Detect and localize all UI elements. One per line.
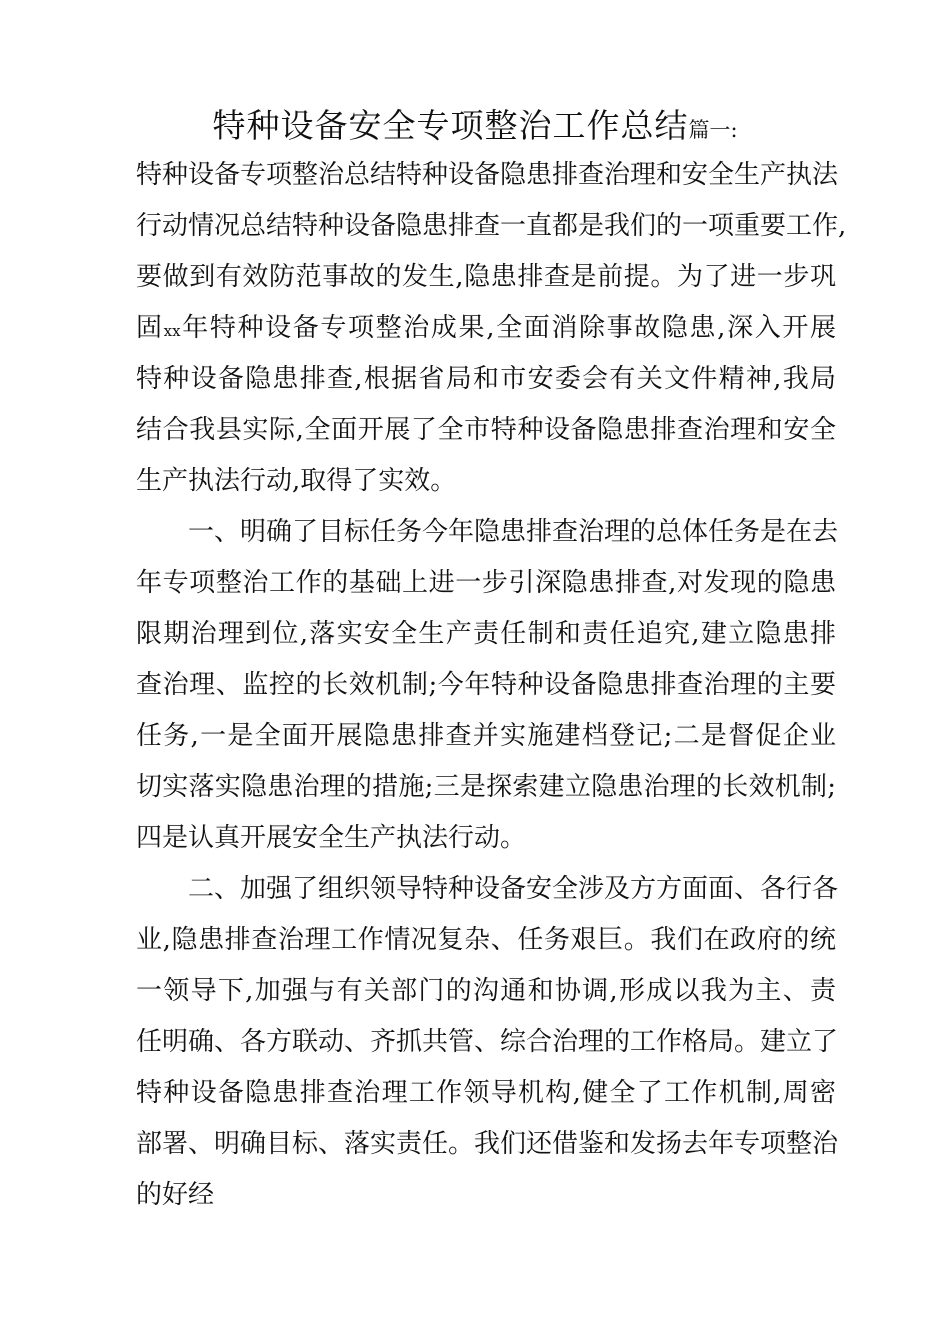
text-line: 四是认真开展安全生产执法行动。 [136, 823, 527, 853]
text-line: 一、明确了目标任务今年隐患排查治理的总体任务是在去 [188, 517, 839, 547]
text-line: 要做到有效防范事故的发生,隐患排查是前提。为了进一步巩 [136, 262, 836, 292]
text-line: 查治理、监控的长效机制;今年特种设备隐患排查治理的主要 [136, 670, 836, 700]
paragraph-intro [136, 150, 847, 507]
title-suffix: 篇一: [688, 118, 738, 142]
text-line: 任明确、各方联动、齐抓共管、综合治理的工作格局。建立了 [136, 1027, 839, 1057]
text-fragment: 年特种设备专项整治成果,全面消除事故隐患,深入开展 [180, 313, 836, 343]
paragraph-section-1 [136, 507, 839, 864]
paragraph-section-2 [136, 864, 839, 1221]
text-line: 业,隐患排查治理工作情况复杂、任务艰巨。我们在政府的统 [136, 925, 836, 955]
text-line [136, 303, 836, 354]
text-line: 年专项整治工作的基础上进一步引深隐患排查,对发现的隐患 [136, 568, 836, 598]
text-line: 二、加强了组织领导特种设备安全涉及方方面面、各行各 [188, 874, 839, 904]
text-line: 切实落实隐患治理的措施;三是探索建立隐患治理的长效机制; [136, 772, 836, 802]
text-line: 部署、明确目标、落实责任。我们还借鉴和发扬去年专项整治 [136, 1129, 839, 1159]
document-body [136, 150, 847, 1221]
text-line: 行动情况总结特种设备隐患排查一直都是我们的一项重要工作, [136, 211, 847, 241]
text-line: 生产执法行动,取得了实效。 [136, 466, 457, 496]
placeholder-year: xx [163, 322, 181, 340]
text-line: 一领导下,加强与有关部门的沟通和协调,形成以我为主、责 [136, 976, 836, 1006]
text-line: 限期治理到位,落实安全生产责任制和责任追究,建立隐患排 [136, 619, 836, 649]
text-fragment: 固 [136, 313, 164, 343]
text-line: 任务,一是全面开展隐患排查并实施建档登记;二是督促企业 [136, 721, 836, 751]
text-line: 结合我县实际,全面开展了全市特种设备隐患排查治理和安全 [136, 415, 836, 445]
text-line: 特种设备隐患排查治理工作领导机构,健全了工作机制,周密 [136, 1078, 836, 1108]
text-line: 的好经 [136, 1180, 215, 1210]
title-main: 特种设备安全专项整治工作总结 [212, 106, 689, 145]
text-line: 特种设备专项整治总结特种设备隐患排查治理和安全生产执法 [136, 160, 839, 190]
text-line: 特种设备隐患排查,根据省局和市安委会有关文件精神,我局 [136, 364, 836, 394]
